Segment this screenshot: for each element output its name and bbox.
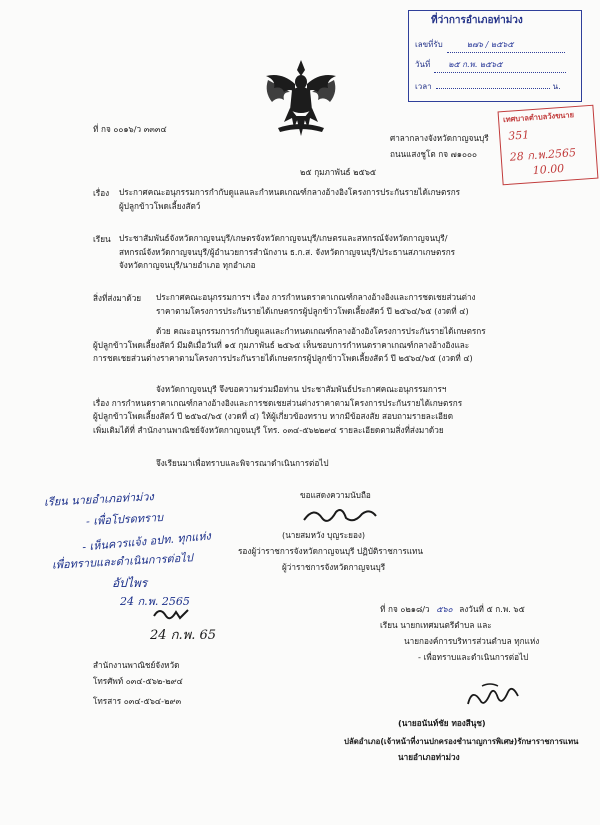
paragraph-line: การชดเชยส่วนต่างราคาตามโครงการประกันรายได้เกษตรกรผู้ปลูกข้าวโพดเลี้ยงสัตว์ ปี ๒๕๖๔/๖๕ (งวดที่ ๔): [93, 353, 473, 363]
receipt-time-label: เวลา: [415, 82, 432, 91]
footer-office-fax: โทรสาร ๐๓๔-๕๖๔-๒๙๓: [93, 696, 182, 706]
signer-title-1: รองผู้ว่าราชการจังหวัดกาญจนบุรี ปฏิบัติราชการแทน: [238, 546, 424, 556]
endorsement-ref: ที่ กจ ๐๒๑๘/ว: [380, 604, 430, 614]
paragraph-1: [93, 325, 486, 366]
paragraph-line: เรื่อง การกำหนดราคาเกณฑ์กลางอ้างอิงและการชดเชยส่วนต่างราคาตามโครงการประกันรายได้เกษตรกร: [93, 397, 463, 408]
recipient-line: สหกรณ์จังหวัดกาญจนบุรี/ผู้อำนวยการสำนักงาน ธ.ก.ส. จังหวัดกาญจนบุรี/ประธานสภาเกษตรกร: [119, 246, 456, 257]
signature-district: [462, 680, 524, 714]
paragraph-line: เพิ่มเติมได้ที่ สำนักงานพาณิชย์จังหวัดกาญจนบุรี โทร. ๐๓๔-๕๖๒๒๙๔ รายละเอียดตามสิ่งที่ส่งมาด้วย: [93, 424, 444, 435]
subdistrict-office: เทศบาลตำบลวังขนาย: [502, 110, 575, 125]
subdistrict-date: 28 ก.พ.2565: [509, 146, 577, 164]
recipient-label: เรียน: [93, 234, 111, 244]
footer-office-name: สำนักงานพาณิชย์จังหวัด: [93, 660, 180, 670]
regards: ขอแสดงความนับถือ: [300, 490, 371, 500]
signer-name: (นายสมหวัง บุญระยอง): [282, 530, 366, 540]
signer-title-2: ผู้ว่าราชการจังหวัดกาญจนบุรี: [282, 562, 386, 572]
subject-label: เรื่อง: [93, 188, 110, 198]
endorsement-to-2: นายกองค์การบริหารส่วนตำบล ทุกแห่ง: [404, 636, 540, 646]
note-name: อัปไพร: [112, 576, 148, 590]
endorsement-to-1: เรียน นายกเทศมนตรีตำบล และ: [380, 620, 492, 630]
attachment-line: ราคาตามโครงการประกันรายได้เกษตรกรผู้ปลูกข้าวโพดเลี้ยงสัตว์ ปี ๒๕๖๔/๖๕ (งวดที่ ๔): [156, 305, 469, 316]
receipt-number-value: ๒๗๖ / ๒๕๖๕: [466, 40, 514, 49]
recipient-text: [119, 232, 455, 273]
paragraph-2: [93, 383, 462, 437]
doc-number: ที่ กจ ๐๐๑๖/ว ๓๓๓๔: [93, 124, 167, 134]
endorsement-ref-hand: ๕๖๐: [436, 604, 453, 614]
receipt-date-label: วันที่: [415, 60, 431, 69]
sender-line2: ถนนแสงชูโต กจ ๗๑๐๐๐: [390, 149, 478, 159]
endorsement-date-label: ลงวันที่: [459, 604, 484, 614]
attachment-text: [156, 291, 476, 318]
sender-line1: ศาลากลางจังหวัดกาญจนบุรี: [390, 133, 489, 143]
note-date-1: 24 ก.พ. 2565: [120, 595, 190, 608]
subject-line: ประกาศคณะอนุกรรมการกำกับดูแลและกำหนดเกณฑ์กลางอ้างอิงโครงการประกันรายได้เกษตรกร: [119, 187, 461, 197]
receipt-time-suffix: น.: [552, 82, 561, 91]
subject-line: ผู้ปลูกข้าวโพดเลี้ยงสัตว์: [119, 200, 201, 211]
subdistrict-number: 351: [507, 128, 530, 143]
note-line-1: เรียน นายอำเภอท่าม่วง: [43, 490, 155, 509]
endorsement-ref-line: [380, 604, 525, 615]
endorsement-name: (นายอนันท์ชัย ทองสีนุช): [398, 718, 486, 728]
receipt-stamp: [408, 10, 582, 102]
footer-office-phone: โทรศัพท์ ๐๓๔-๕๖๒-๒๙๔: [93, 676, 183, 686]
attachment-label: สิ่งที่ส่งมาด้วย: [93, 293, 142, 303]
closing-request: จึงเรียนมาเพื่อทราบและพิจารณาดำเนินการต่อไป: [156, 458, 329, 468]
receipt-number-label: เลขที่รับ: [415, 40, 443, 49]
subdistrict-stamp: [498, 105, 599, 186]
paragraph-line: จังหวัดกาญจนบุรี จึงขอความร่วมมือท่าน ประชาสัมพันธ์ประกาศคณะอนุกรรมการฯ: [156, 384, 447, 394]
garuda-emblem: [262, 58, 340, 138]
date-line: ๒๕ กุมภาพันธ์ ๒๕๖๕: [300, 167, 377, 177]
attachment-line: ประกาศคณะอนุกรรมการฯ เรื่อง การกำหนดราคาเกณฑ์กลางอ้างอิงและการชดเชยส่วนต่าง: [156, 292, 476, 302]
endorsement-purpose: - เพื่อทราบและดำเนินการต่อไป: [418, 652, 529, 662]
endorsement-title-1: ปลัดอำเภอ(เจ้าหน้าที่งานปกครองชำนาญการพิเศษ)รักษาราชการแทน: [344, 737, 579, 746]
endorsement-date: ๕ ก.พ. ๖๕: [486, 604, 525, 614]
note-line-4: เพื่อทราบและดำเนินการต่อไป: [51, 551, 194, 572]
recipient-line: ประชาสัมพันธ์จังหวัดกาญจนบุรี/เกษตรจังหวัดกาญจนบุรี/เกษตรและสหกรณ์จังหวัดกาญจนบุรี/: [119, 233, 448, 243]
receipt-office: ที่ว่าการอำเภอท่าม่วง: [431, 15, 523, 26]
note-date-2: 24 ก.พ. 65: [150, 628, 217, 643]
paragraph-line: ผู้ปลูกข้าวโพดเลี้ยงสัตว์ ปี ๒๕๖๔/๖๕ (งวดที่ ๔) ให้ผู้เกี่ยวข้องทราบ หากมีข้อสงสัย สอบถามรายละเอียด: [93, 411, 454, 421]
paragraph-line: ด้วย คณะอนุกรรมการกำกับดูแลและกำหนดเกณฑ์กลางอ้างอิงโครงการประกันรายได้เกษตรกร: [156, 326, 486, 336]
subdistrict-time: 10.00: [532, 161, 565, 178]
note-line-2: - เพื่อโปรดทราบ: [85, 510, 164, 529]
endorsement-title-2: นายอำเภอท่าม่วง: [398, 752, 460, 762]
paragraph-line: ผู้ปลูกข้าวโพดเลี้ยงสัตว์ มีมติเมื่อวันที่ ๑๕ กุมภาพันธ์ ๒๕๖๕ เห็นชอบการกำหนดราคาเกณฑ์กลางอ้างอิงและ: [93, 339, 470, 350]
recipient-line: จังหวัดกาญจนบุรี/นายอำเภอ ทุกอำเภอ: [119, 260, 256, 270]
subject-text: [119, 186, 460, 213]
note-line-3: - เห็นควรแจ้ง อปท. ทุกแห่ง: [81, 529, 212, 554]
signature-governor: [300, 504, 380, 528]
receipt-date-value: ๒๕ ก.พ. ๒๕๖๕: [448, 60, 503, 69]
initial-mark: [150, 604, 194, 624]
